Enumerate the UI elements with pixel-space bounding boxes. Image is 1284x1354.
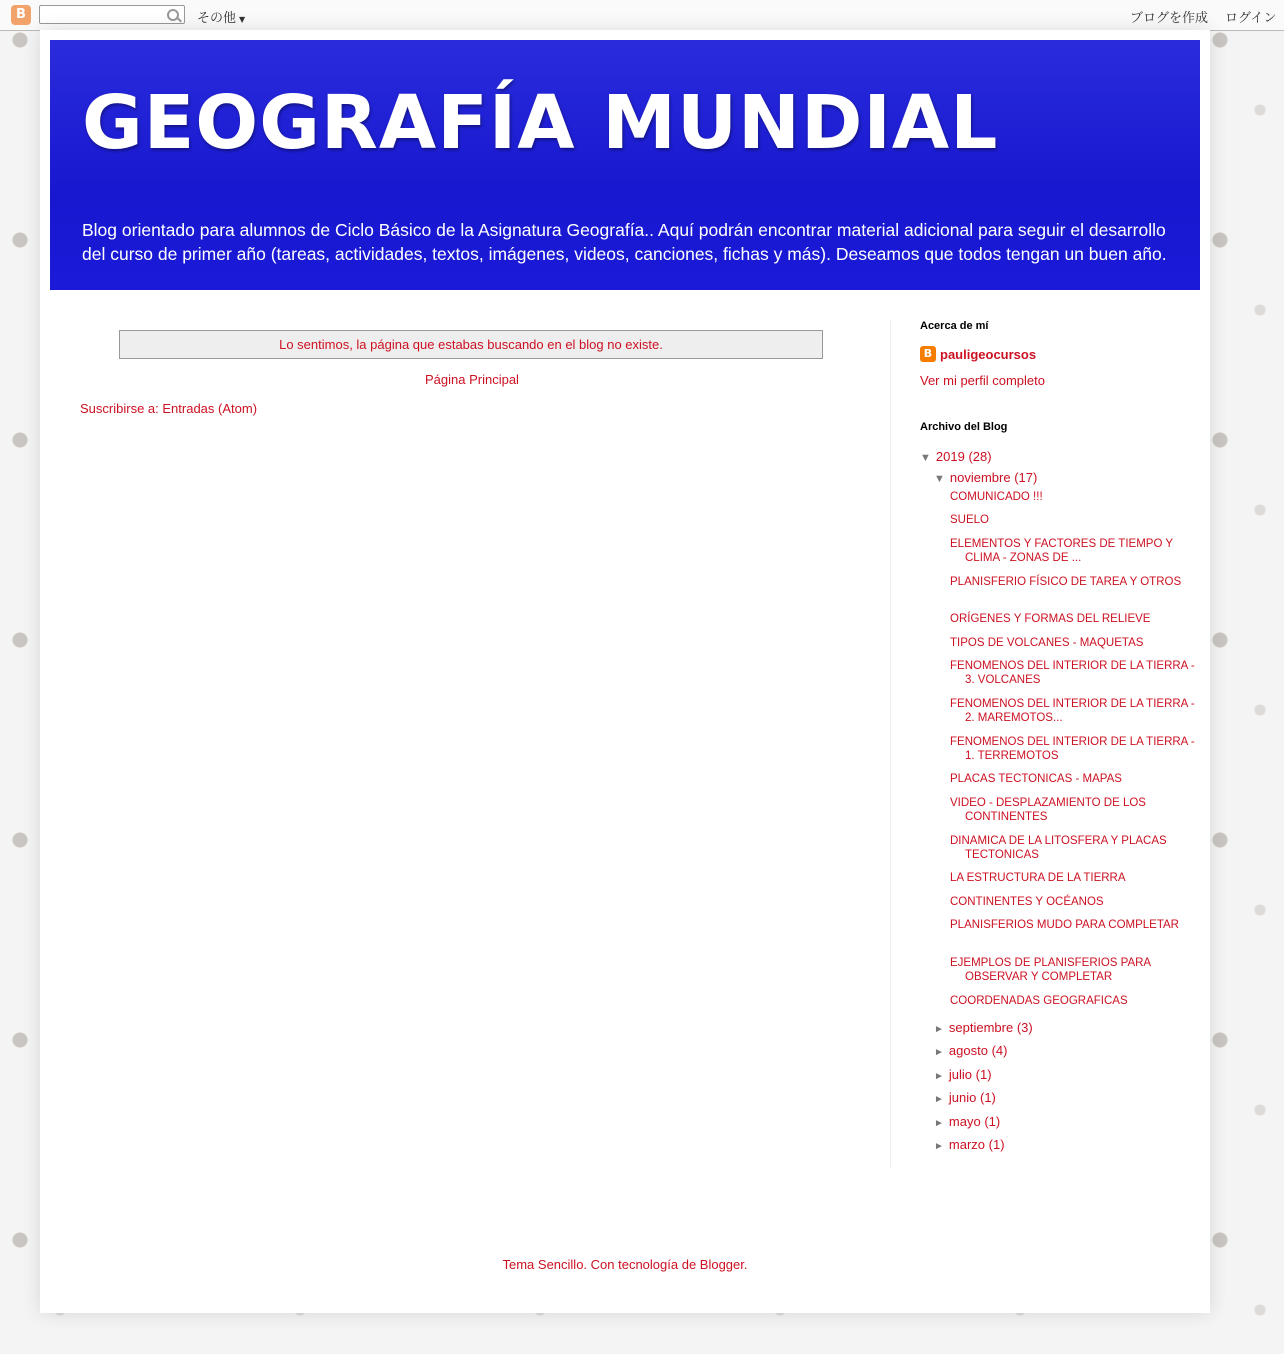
blogger-profile-icon: B [920,346,936,362]
atom-feed-link[interactable]: Entradas (Atom) [162,401,258,416]
sidebar [920,320,1195,1152]
archive-post-item[interactable] [950,636,1195,650]
archive-post-link[interactable]: PLANISFERIOS MUDO PARA COMPLETAR [950,919,1179,931]
month-count: (1) [975,1066,992,1082]
archive-post-item[interactable] [950,513,1195,527]
blog-title[interactable]: GEOGRAFÍA MUNDIAL [82,80,999,166]
archive-post-item[interactable] [950,575,1195,589]
expand-triangle-icon[interactable]: ► [934,1047,944,1059]
home-page-link[interactable]: Página Principal [425,372,519,387]
archive-month-item [934,1090,1033,1113]
search-icon[interactable] [167,9,179,21]
expand-triangle-icon[interactable]: ► [934,1140,944,1152]
column-divider [890,320,891,1168]
archive-post-item[interactable] [950,659,1195,687]
expand-triangle-icon[interactable]: ► [934,1094,944,1106]
archive-post-item[interactable] [950,490,1195,504]
archive-month-noviembre [934,470,1037,485]
full-profile-link[interactable]: Ver mi perfil completo [920,373,1045,388]
archive-title: Archivo del Blog [920,421,1008,433]
not-found-notice: Lo sentimos, la página que estabas buscando en el blog no existe. [119,330,823,359]
expand-triangle-icon[interactable]: ► [934,1070,944,1082]
archive-post-item[interactable] [950,918,1195,932]
page-container [40,30,1210,1313]
profile-row [920,346,1036,362]
archive-post-item[interactable] [950,956,1195,984]
archive-post-link[interactable]: EJEMPLOS DE PLANISFERIOS PARA OBSERVAR Y COMPLETAR [950,957,1151,983]
archive-post-item[interactable] [950,697,1195,725]
collapse-triangle-icon[interactable]: ▼ [920,452,931,464]
archive-month-item [934,1020,1033,1043]
month-link[interactable]: septiembre [948,1020,1014,1035]
month-count: (4) [991,1043,1008,1059]
more-label: その他 [197,11,237,26]
navbar-search-input[interactable] [39,5,185,24]
archive-post-item[interactable] [950,871,1195,885]
archive-post-item[interactable] [950,772,1195,786]
archive-post-link[interactable]: FENOMENOS DEL INTERIOR DE LA TIERRA - 3. VOLCANES [950,660,1195,686]
year-link[interactable]: 2019 [935,449,965,464]
archive-post-link[interactable]: TIPOS DE VOLCANES - MAQUETAS [950,637,1144,649]
archive-post-item[interactable] [950,735,1195,763]
archive-year-2019 [920,449,992,464]
archive-post-item[interactable] [950,895,1195,909]
expand-triangle-icon[interactable]: ► [934,1024,944,1035]
month-link[interactable]: mayo [948,1113,981,1129]
attribution-link[interactable]: Tema Sencillo. Con tecnología de Blogger. [502,1257,748,1272]
month-link[interactable]: agosto [948,1043,988,1059]
expand-triangle-icon[interactable]: ► [934,1117,944,1129]
archive-post-link[interactable]: COMUNICADO !!! [950,491,1043,503]
archive-post-link[interactable]: CONTINENTES Y OCÉANOS [950,896,1104,908]
archive-month-item [934,1043,1033,1066]
archive-post-link[interactable]: COORDENADAS GEOGRAFICAS [950,995,1128,1007]
subscribe-label: Suscribirse a: [80,401,163,416]
blogger-logo-icon[interactable]: B [11,5,31,25]
month-count: (1) [984,1113,1001,1129]
archive-post-link[interactable]: DINAMICA DE LA LITOSFERA Y PLACAS TECTONICAS [950,835,1167,861]
month-count: (1) [988,1136,1005,1152]
profile-name-link[interactable]: pauligeocursos [940,346,1037,362]
archive-post-item[interactable] [950,796,1195,824]
archive-month-item [934,1067,1033,1090]
chevron-down-icon: ▼ [239,15,246,24]
footer-attribution [40,1257,1210,1273]
create-blog-link[interactable]: ブログを作成 [1130,11,1209,26]
collapse-triangle-icon[interactable]: ▼ [934,473,945,485]
archive-post-item[interactable] [950,834,1195,862]
more-menu[interactable] [197,7,245,26]
month-link[interactable]: marzo [948,1136,986,1152]
archive-month-item [934,1137,1033,1160]
archive-post-link[interactable]: PLANISFERIO FÍSICO DE TAREA Y OTROS [950,576,1182,588]
archive-post-link[interactable]: PLACAS TECTONICAS - MAPAS [950,773,1122,785]
archive-post-link[interactable]: ELEMENTOS Y FACTORES DE TIEMPO Y CLIMA - ZONAS DE ... [950,538,1173,564]
archive-post-item[interactable] [950,994,1195,1008]
month-count: (17) [1014,470,1038,485]
month-count: (1) [980,1090,996,1106]
archive-post-link[interactable]: FENOMENOS DEL INTERIOR DE LA TIERRA - 2. MAREMOTOS... [950,698,1195,724]
blog-description: Blog orientado para alumnos de Ciclo Básico de la Asignatura Geografía.. Aquí podrán encontrar material adicional para seguir el desarrollo del curso de primer año (tareas, actividades, textos, imágenes, videos, canciones, fichas y más). Deseamos que todos tengan un buen año. [82,220,1167,264]
archive-post-link[interactable]: ORÍGENES Y FORMAS DEL RELIEVE [950,613,1151,625]
about-title: Acerca de mí [920,320,989,332]
year-count: (28) [968,449,992,464]
month-link[interactable]: junio [948,1090,977,1106]
blogger-navbar [0,0,1284,31]
archive-post-link[interactable]: FENOMENOS DEL INTERIOR DE LA TIERRA - 1. TERREMOTOS [950,736,1195,762]
archive-post-item[interactable] [950,537,1195,565]
login-link[interactable]: ログイン [1225,11,1277,26]
archive-post-link[interactable]: LA ESTRUCTURA DE LA TIERRA [950,872,1126,884]
month-link[interactable]: noviembre [949,470,1011,485]
archive-post-link[interactable]: SUELO [950,514,989,526]
subscribe-feed [80,401,257,417]
month-list [934,1020,1033,1160]
month-count: (3) [1016,1020,1033,1035]
blog-header [50,40,1200,290]
month-link[interactable]: julio [948,1066,973,1082]
archive-post-item[interactable] [950,612,1195,626]
archive-month-item [934,1114,1033,1137]
archive-post-link[interactable]: VIDEO - DESPLAZAMIENTO DE LOS CONTINENTES [950,797,1146,823]
